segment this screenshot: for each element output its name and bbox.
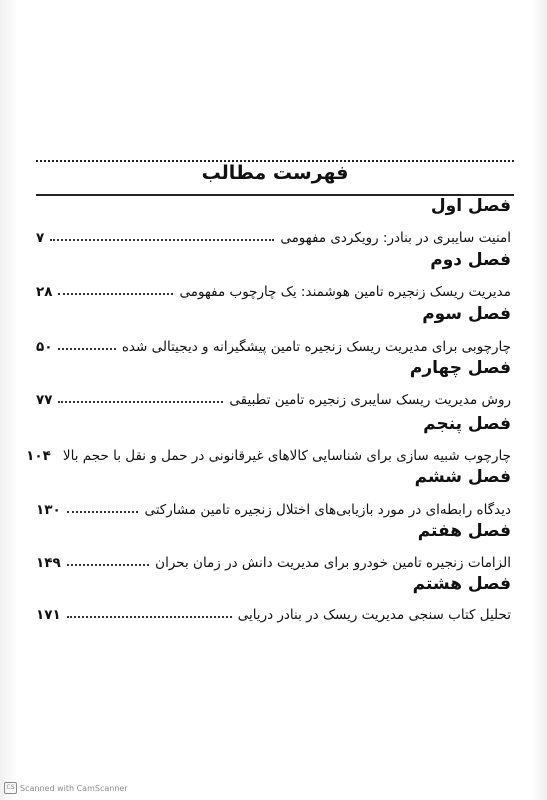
chapter-heading-1: فصل اول <box>430 196 511 216</box>
toc-entry-page: ۲۸ <box>36 284 53 300</box>
toc-entry-5[interactable] <box>26 444 511 464</box>
dot-leader <box>58 293 173 295</box>
toc-entry-title: الزامات زنجیره تامین خودرو برای مدیریت دانش در زمان بحران <box>155 555 511 571</box>
toc-entry-title: چارچوبی برای مدیریت ریسک زنجیره تامین پیشگیرانه و دیجیتالی شده <box>121 339 511 355</box>
chapter-heading-2: فصل دوم <box>430 250 511 270</box>
chapter-heading-6: فصل ششم <box>414 467 511 487</box>
page-title: فهرست مطالب <box>201 162 349 184</box>
toc-entry-page: ۱۰۴ <box>26 448 51 464</box>
dot-leader <box>50 239 274 241</box>
toc-entry-page: ۵۰ <box>36 339 53 355</box>
dot-leader <box>67 564 149 566</box>
toc-entry-page: ۷۷ <box>36 392 53 408</box>
camscanner-logo-icon: CS <box>4 782 17 794</box>
chapter-heading-8: فصل هشتم <box>412 574 511 594</box>
toc-entry-title: تحلیل کتاب سنجی مدیریت ریسک در بنادر دریایی <box>237 607 511 623</box>
dot-leader <box>58 348 115 350</box>
toc-entry-title: مدیریت ریسک زنجیره تامین هوشمند: یک چارچوب مفهومی <box>179 284 511 300</box>
toc-entry-3[interactable] <box>36 335 511 355</box>
chapter-heading-7: فصل هفتم <box>417 521 511 541</box>
toc-entry-title: امنیت سایبری در بنادر: رویکردی مفهومی <box>280 230 511 246</box>
toc-entry-page: ۱۴۹ <box>36 555 61 571</box>
dot-leader <box>67 616 232 618</box>
toc-entry-title: دیدگاه رابطه‌ای در مورد بازیابی‌های اختلال زنجیره تامین مشارکتی <box>144 502 511 518</box>
toc-entry-title: روش مدیریت ریسک سایبری زنجیره تامین تطبیقی <box>229 392 511 408</box>
toc-header <box>36 150 514 198</box>
chapter-heading-3: فصل سوم <box>422 304 511 324</box>
chapter-heading-4: فصل چهارم <box>409 358 511 378</box>
toc-entry-6[interactable] <box>36 498 511 518</box>
toc-entry-2[interactable] <box>36 280 511 300</box>
toc-entry-page: ۱۷۱ <box>36 607 61 623</box>
toc-entry-page: ۱۳۰ <box>36 502 61 518</box>
camscanner-watermark <box>4 782 128 794</box>
chapter-heading-5: فصل پنجم <box>423 414 511 434</box>
toc-entry-page: ۷ <box>36 230 45 246</box>
toc-entry-7[interactable] <box>36 551 511 571</box>
toc-entry-8[interactable] <box>36 603 511 623</box>
dot-leader <box>58 401 223 403</box>
dot-leader <box>67 511 139 513</box>
toc-entry-1[interactable] <box>36 226 511 246</box>
toc-entry-title: چارچوب شبیه سازی برای شناسایی کالاهای غیرقانونی در حمل و نقل با حجم بالا <box>62 448 511 464</box>
toc-entry-4[interactable] <box>36 388 511 408</box>
watermark-text: Scanned with CamScanner <box>20 783 128 793</box>
